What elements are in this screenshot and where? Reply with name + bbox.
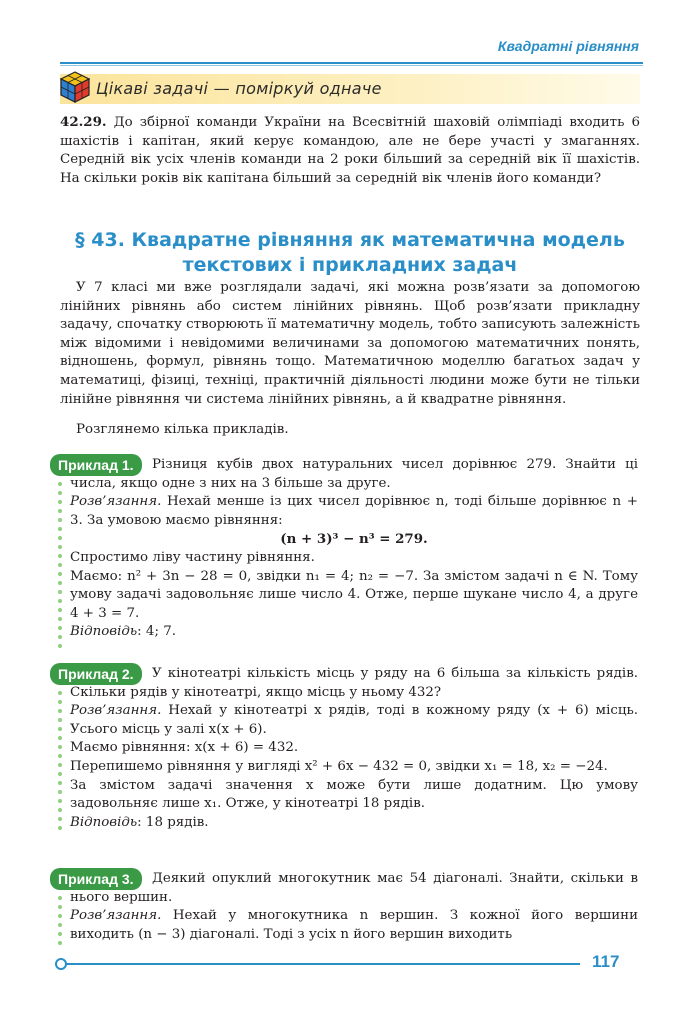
answer-value: : 4; 7. [137, 624, 176, 640]
example-1-body [70, 456, 638, 642]
solution-label: Розв’язання. [70, 703, 162, 719]
solution-text: Нехай у многокутника n вершин. З кожної його вершини виходить (n − 3) діагоналі. Тоді з усіх n його вершин виходить [70, 908, 638, 942]
footer-rule [60, 963, 580, 965]
chapter-title: Квадратні рівняння [497, 38, 639, 54]
example-2-line4: За змістом задачі значення x може бути лише додатним. Цю умову задовольняє лише x₁. Отже, у кінотеатрі 18 рядів. [70, 777, 638, 812]
example-2-line3: Перепишемо рівняння у вигляді x² + 6x − 432 = 0, звідки x₁ = 18, x₂ = −24. [70, 758, 608, 774]
example-1-answer [70, 623, 638, 642]
example-2-solution [70, 702, 638, 739]
answer-value: : 18 рядів. [137, 814, 209, 830]
interesting-tasks-banner [60, 74, 640, 104]
example-2-statement: У кінотеатрі кількість місць у ряду на 6 більша за кількість рядів. Скільки рядів у кінотеатрі, якщо місць у ньому 432? [70, 666, 638, 700]
section-title-line2: текстових і прикладних задач [182, 254, 518, 276]
answer-label: Відповідь [70, 624, 138, 640]
example-1-dots [58, 482, 62, 653]
solution-text: Нехай менше із цих чисел дорівнює n, тоді більше дорівнює n + 3. За умовою маємо рівняння: [70, 494, 638, 528]
problem-42-29 [60, 113, 640, 188]
answer-label: Відповідь [70, 814, 138, 830]
solution-label: Розв’язання. [70, 494, 162, 510]
example-3-body [70, 870, 638, 944]
header-rule [60, 62, 643, 64]
problem-number: 42.29. [60, 114, 107, 130]
section-title [60, 228, 640, 278]
example-1-line3: Маємо: n² + 3n − 28 = 0, звідки n₁ = 4; n₂ = −7. За змістом задачі n ∈ N. Тому умову задачі задовольняє лише число 4. Отже, перше шукане число 4, а друге 4 + 3 = 7. [70, 568, 638, 621]
example-2-body [70, 665, 638, 832]
example-1-equation: (n + 3)³ − n³ = 279. [280, 531, 428, 548]
example-3-solution [70, 907, 638, 944]
solution-label: Розв’язання. [70, 908, 162, 924]
example-1-line2: Спростимо ліву частину рівняння. [70, 549, 315, 565]
rubik-cube-icon [58, 70, 92, 104]
example-2-label: Приклад 2. [50, 663, 142, 685]
header-rule-thin [60, 65, 643, 66]
footer-circle-icon [55, 958, 67, 970]
intro-lead: Розглянемо кілька прикладів. [76, 422, 289, 437]
example-1-label: Приклад 1. [50, 454, 142, 476]
example-3-dots [58, 896, 62, 950]
example-2-answer [70, 814, 638, 833]
solution-text: Нехай у кінотеатрі x рядів, тоді в кожному ряду (x + 6) місць. Усього місць у залі x(x + 6). [70, 703, 639, 737]
example-2-line2: Маємо рівняння: x(x + 6) = 432. [70, 740, 299, 756]
example-2-dots [58, 691, 62, 835]
problem-text: До збірної команди України на Всесвітній шаховій олімпіаді входить 6 шахістів і капітан, який керує командою, але не бере участі у змаганнях. Середній вік усіх членів команди на 2 роки більший за середній вік її шахістів. На скільки років вік капітана більший за середній вік членів його команди? [60, 115, 640, 186]
example-1-statement: Різниця кубів двох натуральних чисел дорівнює 279. Знайти ці числа, якщо одне з них на 3 більше за друге. [70, 457, 638, 491]
banner-title: Цікаві задачі — поміркуй одначе [96, 79, 382, 98]
example-3-statement: Деякий опуклий многокутник має 54 діагоналі. Знайти, скільки в нього вершин. [70, 871, 638, 905]
section-title-line1: § 43. Квадратне рівняння як математична модель [75, 229, 625, 251]
example-1-solution [70, 493, 638, 530]
intro-paragraph: У 7 класі ми вже розглядали задачі, які можна розв’язати за допомогою лінійних рівнянь або систем лінійних рівнянь. Щоб розв’язати прикладну задачу, спочатку створюють її математичну модель, тобто записують залежність між відомими і невідомими величинами за допомогою математичних понять, відношень, формул, рівнянь тощо. Математичною моделлю багатьох задач у математиці, фізиці, техніці, практичній діяльності людини може бути не тільки лінійне рівняння чи система лінійних рівнянь, а й квадратне рівняння. [60, 280, 640, 407]
example-3-label: Приклад 3. [50, 868, 142, 890]
page-number: 117 [592, 952, 620, 971]
